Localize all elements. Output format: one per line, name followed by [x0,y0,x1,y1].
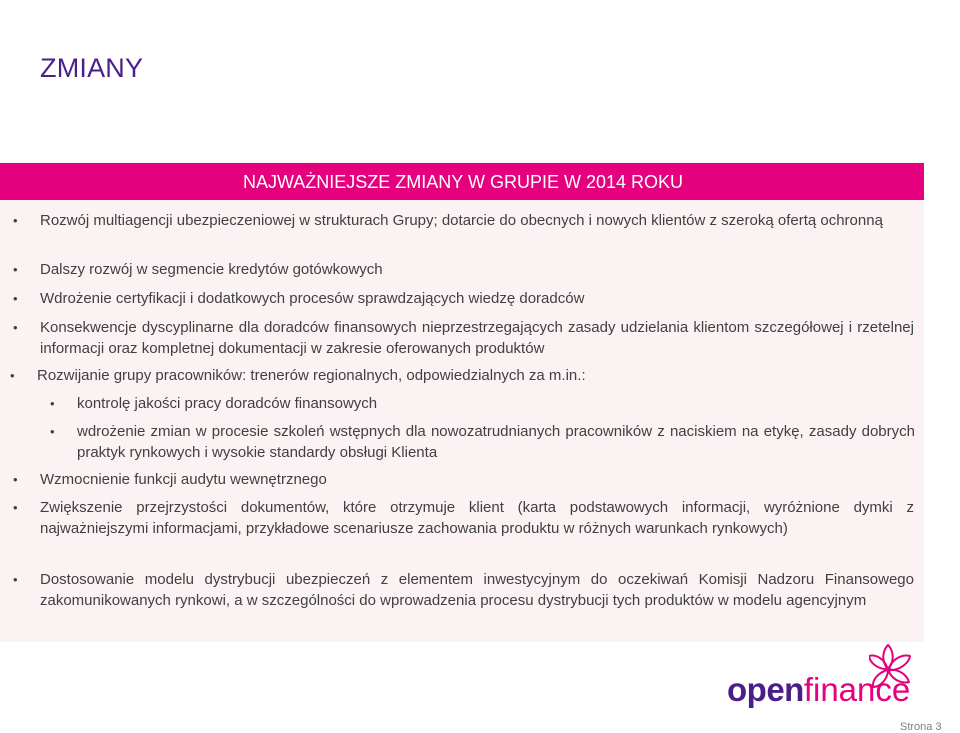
list-item [13,288,916,309]
sub-list-item [50,421,915,463]
list-item-text: Dostosowanie modelu dystrybucji ubezpieczeń z elementem inwestycyjnym do oczekiwań Komisji Nadzoru Finansowego zakomunikowanych rynkowi, a w szczególności do wprowadzenia procesu dystrybucji tych produktów w modelu agencyjnym [40,571,914,609]
bullet-icon: • [10,368,15,383]
bullet-icon: • [13,572,18,587]
list-item-text: Wdrożenie certyfikacji i dodatkowych procesów sprawdzających wiedzę doradców [40,290,585,307]
bullet-icon: • [13,320,18,335]
header-text: NAJWAŻNIEJSZE ZMIANY W GRUPIE W 2014 ROKU [242,172,684,192]
list-item-text: Rozwój multiagencji ubezpieczeniowej w strukturach Grupy; dotarcie do obecnych i nowych klientów z szeroką ofertą ochronną [40,212,883,229]
bullet-icon: • [13,472,18,487]
list-item-text: Rozwijanie grupy pracowników: trenerów regionalnych, odpowiedzialnych za m.in.: [37,367,586,384]
sub-list-item-text: kontrolę jakości pracy doradców finansowych [77,395,378,412]
bullet-icon: • [13,262,18,277]
list-item-text: Konsekwencje dyscyplinarne dla doradców finansowych nieprzestrzegających zasady udzielania klientom szczegółowej i rzetelnej informacji oraz kompletnej dokumentacji w zakresie oferowanych produktów [40,319,914,357]
list-item [13,497,914,539]
header-bar [0,163,924,200]
list-item-text: Dalszy rozwój w segmencie kredytów gotówkowych [40,261,383,278]
logo-wordmark [727,671,910,709]
bullet-icon: • [50,396,55,411]
sub-list-item-text: wdrożenie zmian w procesie szkoleń wstępnych dla nowozatrudnianych pracowników z naciskiem na etykę, zasady dobrych praktyk rynkowych i wysokie standardy obsługi Klienta [77,423,915,461]
slide-title: ZMIANY [40,53,144,83]
list-item [13,210,916,231]
list-item-text: Zwiększenie przejrzystości dokumentów, które otrzymuje klient (karta podstawowych informacji, wyróżnione dymki z najważniejszymi informacjami, przykładowe scenariusze zachowania produktu w różnych warunkach rynkowych) [40,499,914,537]
page-number: Strona 3 [900,721,942,733]
bullet-icon: • [13,500,18,515]
sub-list-item [50,393,915,414]
bullet-icon: • [50,424,55,439]
list-item [13,259,916,280]
list-item [13,569,914,611]
list-item [13,317,914,359]
list-item [13,469,916,490]
logo-word-open: open [727,671,804,708]
bullet-icon: • [13,291,18,306]
openfinance-logo [727,642,927,712]
list-item-text: Wzmocnienie funkcji audytu wewnętrznego [40,471,327,488]
list-item [10,365,913,386]
logo-word-finance: finance [803,671,911,708]
bullet-icon: • [13,213,18,228]
